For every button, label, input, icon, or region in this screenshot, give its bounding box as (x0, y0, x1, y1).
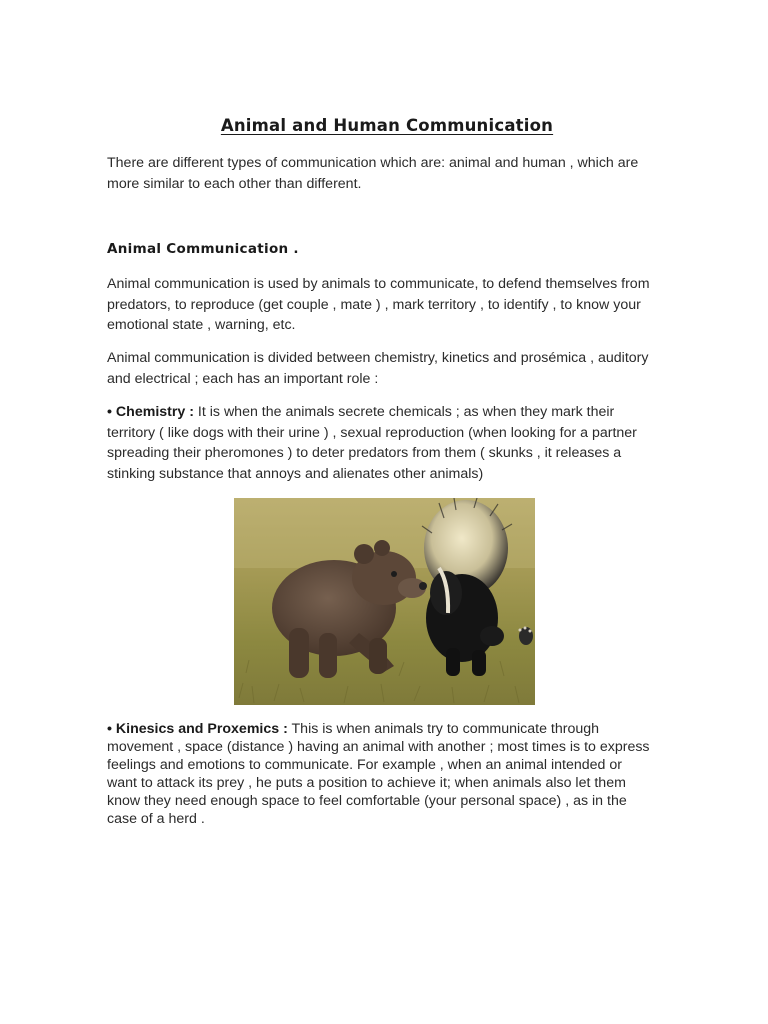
chemistry-label: Chemistry : (115, 404, 194, 420)
kinesics-text: This is when animals try to communicate through movement , space (distance ) having an animal with another ; most times is to express feelings and emotions to communicate. For example , when an animal intended or want to attack its prey , he puts a position to achieve it; when animals also let them know they need enough space to feel comfortable (your personal space) , as in the case of a herd . (107, 721, 650, 827)
chemistry-text: It is when the animals secrete chemicals ; as when they mark their territory ( like dogs with their urine ) , sexual reproduction (when looking for a partner spreading their pheromones ) to deter predators from them ( skunks , it releases a stinking substance that annoys and alienates other animals) (107, 404, 637, 482)
bear-cub-and-skunk-photo (234, 498, 535, 705)
bullet: • (107, 721, 112, 737)
kinesics-label: Kinesics and Proxemics : (115, 721, 288, 737)
intro-paragraph: There are different types of communication which are: animal and human , which are more similar to each other than different. (107, 155, 639, 192)
section-heading: Animal Communication . (107, 241, 299, 257)
document-title: Animal and Human Communication (220, 116, 554, 135)
kinesics-paragraph (107, 720, 652, 828)
paragraph-purpose: Animal communication is used by animals to communicate, to defend themselves from predators, to reproduce (get couple , mate ) , mark territory , to identify , to know your emotional state , warning, etc. (107, 276, 650, 333)
bullet: • (107, 404, 112, 420)
paragraph-types: Animal communication is divided between chemistry, kinetics and prosémica , auditory and electrical ; each has an important role : (107, 350, 649, 387)
chemistry-paragraph (107, 402, 652, 484)
